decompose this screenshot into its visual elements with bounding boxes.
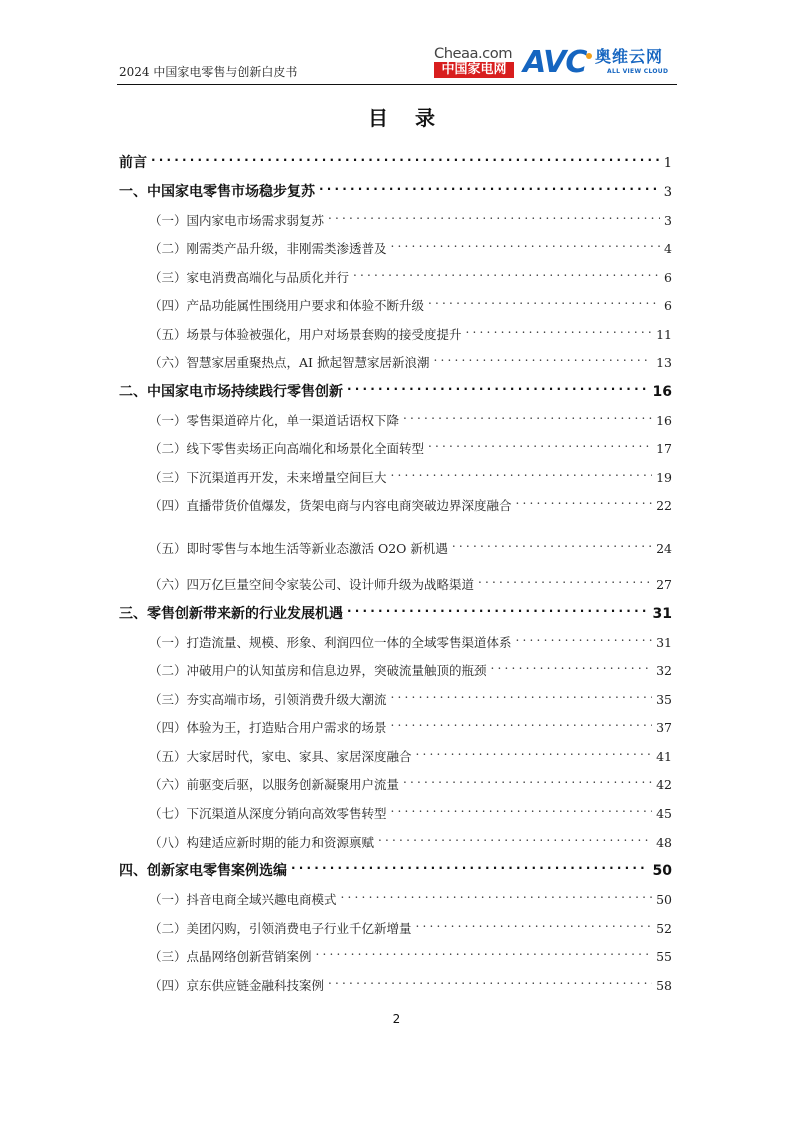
toc-entry[interactable]	[119, 233, 672, 256]
toc-entry-label: （一）国内家电市场需求弱复苏	[149, 213, 325, 228]
toc-entry[interactable]	[119, 147, 672, 171]
toc-dot-leader	[428, 290, 660, 310]
toc-entry-label: （五）大家居时代，家电、家具、家居深度融合	[149, 749, 412, 764]
toc-entry[interactable]	[119, 827, 672, 850]
toc-entry[interactable]	[119, 569, 672, 592]
cheaa-logo	[434, 47, 516, 81]
toc-entry[interactable]	[119, 319, 672, 342]
avc-mark: AVC	[523, 45, 587, 80]
toc-dot-leader	[391, 684, 653, 704]
toc-dot-leader	[151, 147, 660, 167]
toc-entry-page: 41	[656, 749, 672, 764]
toc-entry-page: 11	[656, 327, 672, 342]
toc-dot-leader	[403, 405, 652, 425]
toc-entry[interactable]	[119, 347, 672, 370]
toc-dot-leader	[491, 655, 653, 675]
toc-entry-label: （一）抖音电商全域兴趣电商模式	[149, 892, 337, 907]
toc-entry-page: 45	[656, 806, 672, 821]
toc-entry-label: （三）下沉渠道再开发，未来增量空间巨大	[149, 470, 387, 485]
toc-entry-page: 55	[656, 949, 672, 964]
toc-entry[interactable]	[119, 533, 672, 556]
toc-entry-page: 58	[656, 978, 672, 993]
avc-dot-icon	[586, 53, 592, 59]
toc-dot-leader	[452, 533, 652, 553]
toc-entry-label: （三）家电消费高端化与品质化并行	[149, 270, 350, 285]
toc-entry[interactable]	[119, 598, 672, 622]
toc-entry-label: （一）打造流量、规模、形象、利润四位一体的全域零售渠道体系	[149, 635, 512, 650]
toc-entry-label: （六）四万亿巨量空间令家装公司、设计师升级为战略渠道	[149, 577, 475, 592]
toc-entry-page: 1	[663, 156, 672, 171]
toc-entry-page: 24	[656, 541, 672, 556]
page-header	[117, 44, 677, 85]
toc-entry-label: （四）产品功能属性围绕用户要求和体验不断升级	[149, 298, 425, 313]
avc-en-text: ALL VIEW CLOUD	[607, 68, 669, 75]
toc-dot-leader	[316, 941, 653, 961]
toc-dot-leader	[466, 319, 653, 339]
toc-dot-leader	[416, 913, 653, 933]
toc-entry[interactable]	[119, 884, 672, 907]
toc-entry-page: 4	[664, 241, 672, 256]
toc-entry[interactable]	[119, 205, 672, 228]
toc-entry[interactable]	[119, 290, 672, 313]
toc-dot-leader	[378, 827, 652, 847]
toc-entry-page: 17	[656, 441, 672, 456]
toc-entry[interactable]	[119, 405, 672, 428]
toc-entry-page: 52	[656, 921, 672, 936]
toc-entry-label: （四）直播带货价值爆发，货架电商与内容电商突破边界深度融合	[149, 498, 512, 513]
toc-entry-label: （三）点晶网络创新营销案例	[149, 949, 312, 964]
toc-entry-page: 3	[663, 185, 672, 200]
toc-entry-label: 前言	[119, 155, 147, 171]
toc-entry-label: （二）美团闪购，引领消费电子行业千亿新增量	[149, 921, 412, 936]
toc-entry-label: 三、零售创新带来新的行业发展机遇	[119, 606, 343, 622]
toc-entry-page: 37	[656, 720, 672, 735]
toc-entry[interactable]	[119, 970, 672, 993]
toc-dot-leader	[347, 598, 649, 618]
toc-entry-page: 42	[656, 777, 672, 792]
toc-entry[interactable]	[119, 855, 672, 879]
toc-entry-page: 35	[656, 692, 672, 707]
toc-entry-label: （四）体验为王，打造贴合用户需求的场景	[149, 720, 387, 735]
toc-entry-label: （五）即时零售与本地生活等新业态激活 O2O 新机遇	[149, 541, 448, 556]
toc-entry[interactable]	[119, 655, 672, 678]
toc-entry[interactable]	[119, 627, 672, 650]
toc-entry[interactable]	[119, 913, 672, 936]
toc-entry-label: （三）夯实高端市场，引领消费升级大潮流	[149, 692, 387, 707]
toc-entry-page: 31	[656, 635, 672, 650]
toc-entry[interactable]	[119, 941, 672, 964]
toc-entry-label: （七）下沉渠道从深度分销向高效零售转型	[149, 806, 387, 821]
toc-entry-label: （一）零售渠道碎片化，单一渠道话语权下降	[149, 413, 400, 428]
toc-dot-leader	[403, 769, 652, 789]
toc-entry-label: （二）刚需类产品升级，非刚需类渗透普及	[149, 241, 387, 256]
toc-dot-leader	[416, 741, 653, 761]
toc-entry[interactable]	[119, 176, 672, 200]
toc-entry[interactable]	[119, 462, 672, 485]
toc-entry-label: （二）线下零售卖场正向高端化和场景化全面转型	[149, 441, 425, 456]
toc-dot-leader	[391, 233, 660, 253]
toc-dot-leader	[428, 433, 652, 453]
avc-logo	[523, 46, 673, 82]
toc-entry[interactable]	[119, 741, 672, 764]
toc-entry-page: 16	[656, 413, 672, 428]
toc-entry-page: 22	[656, 498, 672, 513]
toc-entry-label: （六）智慧家居重聚热点，AI 掀起智慧家居新浪潮	[149, 355, 430, 370]
toc-entry-page: 48	[656, 835, 672, 850]
toc-dot-leader	[391, 798, 653, 818]
toc-entry-label: （八）构建适应新时期的能力和资源禀赋	[149, 835, 375, 850]
toc-dot-leader	[391, 462, 653, 482]
toc-dot-leader	[353, 262, 660, 282]
toc-entry-page: 27	[656, 577, 672, 592]
cheaa-domain-text: Cheaa.com	[434, 46, 512, 62]
toc-entry-page: 16	[652, 384, 672, 400]
cheaa-cn-text: 中国家电网	[434, 62, 514, 78]
toc-entry-label: 二、中国家电市场持续践行零售创新	[119, 384, 343, 400]
toc-entry-label: 一、中国家电零售市场稳步复苏	[119, 184, 315, 200]
toc-entry-page: 6	[664, 270, 672, 285]
toc-entry-page: 50	[652, 863, 672, 879]
page-number: 2	[392, 1012, 401, 1026]
toc-dot-leader	[516, 627, 653, 647]
toc-entry-page: 32	[656, 663, 672, 678]
toc-dot-leader	[347, 376, 649, 396]
toc-entry-label: （二）冲破用户的认知茧房和信息边界，突破流量触顶的瓶颈	[149, 663, 487, 678]
toc-dot-leader	[478, 569, 652, 589]
toc-entry[interactable]	[119, 376, 672, 400]
toc-entry-page: 19	[656, 470, 672, 485]
toc-dot-leader	[328, 970, 652, 990]
toc-entry[interactable]	[119, 712, 672, 735]
toc-entry[interactable]	[119, 684, 672, 707]
toc-entry-page: 50	[656, 892, 672, 907]
toc-title: 目 录	[368, 106, 445, 130]
toc-entry-label: （四）京东供应链金融科技案例	[149, 978, 325, 993]
toc-entry-page: 13	[656, 355, 672, 370]
document-title: 2024 中国家电零售与创新白皮书	[119, 65, 298, 79]
toc-dot-leader	[516, 490, 653, 510]
toc-dot-leader	[291, 855, 649, 875]
toc-entry-page: 6	[664, 298, 672, 313]
toc-entry[interactable]	[119, 769, 672, 792]
toc-dot-leader	[391, 712, 653, 732]
toc-dot-leader	[341, 884, 653, 904]
toc-entry[interactable]	[119, 433, 672, 456]
toc-entry[interactable]	[119, 490, 672, 513]
toc-dot-leader	[319, 176, 660, 196]
toc-dot-leader	[328, 205, 660, 225]
toc-entry-label: （五）场景与体验被强化，用户对场景套购的接受度提升	[149, 327, 462, 342]
toc-entry-page: 3	[664, 213, 672, 228]
toc-dot-leader	[433, 347, 652, 367]
avc-cn-text: 奥维云网	[595, 47, 664, 66]
toc-entry[interactable]	[119, 262, 672, 285]
toc-entry-page: 31	[652, 606, 672, 622]
toc-entry-label: 四、创新家电零售案例选编	[119, 863, 287, 879]
toc-entry[interactable]	[119, 798, 672, 821]
toc-entry-label: （六）前驱变后驱，以服务创新凝聚用户流量	[149, 777, 400, 792]
